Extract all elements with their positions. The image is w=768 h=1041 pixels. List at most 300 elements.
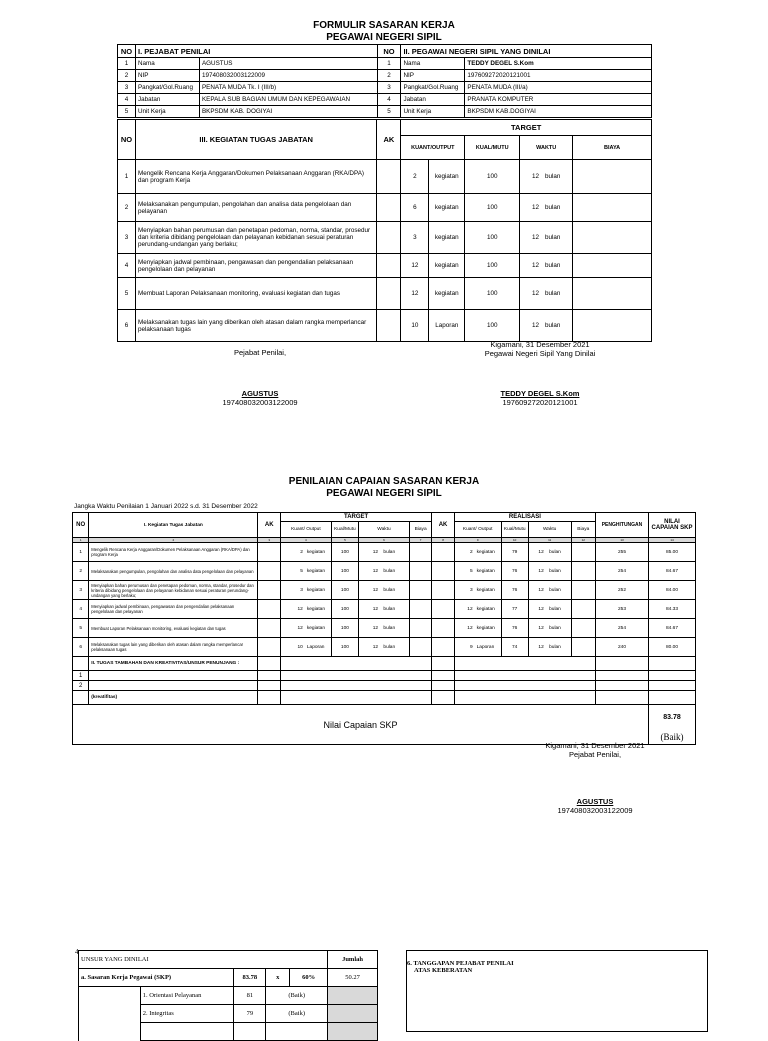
target-quality: 100 bbox=[331, 638, 358, 657]
ak-cell bbox=[377, 278, 401, 310]
row-number: 4 bbox=[73, 600, 89, 619]
time-unit: bulan bbox=[549, 587, 561, 593]
row-number: 2 bbox=[377, 70, 401, 82]
realisasi-unit: kegiatan bbox=[475, 600, 502, 619]
ak-header: AK bbox=[377, 120, 401, 160]
time-value: 12 bbox=[538, 606, 544, 612]
time-value: 12 bbox=[372, 587, 379, 593]
time-unit: bulan bbox=[383, 549, 396, 555]
identity-row bbox=[118, 106, 652, 118]
ak-cell bbox=[258, 600, 280, 619]
time-unit: bulan bbox=[544, 234, 561, 241]
time-value: 12 bbox=[372, 625, 379, 631]
time-value: 12 bbox=[531, 262, 539, 269]
ak-cell bbox=[258, 638, 280, 657]
target-quality: 100 bbox=[465, 310, 520, 342]
row-number: 5 bbox=[118, 106, 136, 118]
ak-cell bbox=[432, 671, 454, 681]
form1-identity-table bbox=[117, 44, 652, 118]
field-value: AGUSTUS bbox=[199, 58, 377, 70]
time-unit: bulan bbox=[549, 549, 561, 555]
ak-cell bbox=[258, 562, 280, 581]
unsur-item-row bbox=[79, 1023, 378, 1041]
assessment-row bbox=[73, 562, 696, 581]
signatory-name: AGUSTUS bbox=[241, 389, 279, 398]
tugas-tambahan-label: II. TUGAS TAMBAHAN DAN KREATIVITAS/UNSUR PENUNJANG : bbox=[89, 657, 258, 671]
row-number: 1 bbox=[377, 58, 401, 70]
indent-cell bbox=[79, 987, 141, 1005]
field-value: PENATA MUDA (III/a) bbox=[465, 82, 652, 94]
assessment-row bbox=[73, 619, 696, 638]
skp-value: 83.78 bbox=[234, 969, 266, 987]
target-unit: kegiatan bbox=[429, 278, 465, 310]
time-unit: bulan bbox=[383, 625, 396, 631]
identity-row bbox=[118, 94, 652, 106]
target-time bbox=[520, 160, 573, 194]
target-header: TARGET bbox=[280, 513, 431, 522]
target-quality: 100 bbox=[331, 600, 358, 619]
tanggapan-box bbox=[406, 950, 708, 1032]
skp-pct: 60% bbox=[290, 969, 328, 987]
assessment-row bbox=[73, 581, 696, 600]
activity-text: Menyiapkan jadwal pembinaan, pengawasan dan pengendalian pelaksanaan pengelolaan dan pelayanan bbox=[89, 600, 258, 619]
field-label: Nama bbox=[135, 58, 199, 70]
unsur-item-jumlah bbox=[328, 987, 378, 1005]
row-number: 4 bbox=[118, 94, 136, 106]
field-label: Pangkat/Gol.Ruang bbox=[401, 82, 465, 94]
identity-row bbox=[118, 70, 652, 82]
realisasi-unit: kegiatan bbox=[475, 619, 502, 638]
target-cost bbox=[409, 638, 431, 657]
target-quantity: 12 bbox=[401, 254, 429, 278]
target-cost bbox=[409, 619, 431, 638]
target-time bbox=[358, 543, 409, 562]
realisasi-time bbox=[528, 562, 571, 581]
biaya-header: Biaya bbox=[409, 522, 431, 538]
target-quality: 100 bbox=[465, 194, 520, 222]
activity-text: Melaksanakan tugas lain yang diberikan oleh atasan dalam rangka memperlancar pelaksanaan tugas bbox=[89, 638, 258, 657]
column-number: 11 bbox=[528, 538, 571, 543]
row-number: 5 bbox=[377, 106, 401, 118]
target-cost bbox=[573, 222, 652, 254]
no-header: NO bbox=[118, 45, 136, 58]
target-unit: kegiatan bbox=[305, 581, 332, 600]
realisasi-quantity: 3 bbox=[454, 581, 474, 600]
penghitungan-cell bbox=[596, 671, 649, 681]
time-unit: bulan bbox=[544, 204, 561, 211]
target-quality: 100 bbox=[465, 278, 520, 310]
activity-row bbox=[118, 254, 652, 278]
target-unit: kegiatan bbox=[429, 222, 465, 254]
row-number: 2 bbox=[73, 681, 89, 691]
column-number: 13 bbox=[596, 538, 649, 543]
signatory-name: AGUSTUS bbox=[576, 797, 614, 806]
time-value: 12 bbox=[372, 549, 379, 555]
ak-cell bbox=[432, 619, 454, 638]
activity-text: Mengelik Rencana Kerja Anggaran/Dokumen Pelaksanaan Anggaran (RKA/DPA) dan program Kerja bbox=[89, 543, 258, 562]
target-quality: 100 bbox=[331, 562, 358, 581]
target-cost bbox=[573, 194, 652, 222]
biaya-header: Biaya bbox=[571, 522, 595, 538]
column-number: 1 bbox=[73, 538, 89, 543]
tanggapan-label2: ATAS KEBERATAN bbox=[414, 967, 473, 974]
row-number: 1 bbox=[118, 58, 136, 70]
target-time bbox=[358, 619, 409, 638]
time-value: 12 bbox=[538, 644, 544, 650]
row-number: 5 bbox=[118, 278, 136, 310]
skp-label: a. Sasaran Kerja Pegawai (SKP) bbox=[79, 969, 234, 987]
realisasi-quantity: 5 bbox=[454, 562, 474, 581]
nilai-capaian-label: Nilai Capaian SKP bbox=[73, 705, 649, 745]
target-quantity: 2 bbox=[280, 543, 304, 562]
target-quality: 100 bbox=[331, 543, 358, 562]
realisasi-cell bbox=[454, 681, 595, 691]
field-label: Jabatan bbox=[401, 94, 465, 106]
field-label: Jabatan bbox=[135, 94, 199, 106]
column-number: 4 bbox=[280, 538, 331, 543]
penghitungan-cell bbox=[596, 681, 649, 691]
sign-place: Kigamani, 31 Desember 2021 bbox=[490, 340, 590, 349]
target-cost bbox=[409, 581, 431, 600]
sign-title: Pejabat Penilai, bbox=[568, 750, 622, 759]
activity-row bbox=[118, 222, 652, 254]
activity-text: Menyiapkan bahan perumusan dan penetapan pedoman, norma, standar, prosedur dan kriteria dibidang pengelolaan dan pelayanan kebidanan sesuai peraturan perundang-undangan yang berlaku; bbox=[89, 581, 258, 600]
column-number: 9 bbox=[454, 538, 501, 543]
activity-text: Mengelik Rencana Kerja Anggaran/Dokumen Pelaksanaan Anggaran (RKA/DPA) dan program Kerja bbox=[135, 160, 376, 194]
skp-total: 50.27 bbox=[328, 969, 378, 987]
unsur-item-value: 79 bbox=[234, 1005, 266, 1023]
waktu-header: Waktu bbox=[528, 522, 571, 538]
field-value: 197408032003122009 bbox=[199, 70, 377, 82]
nilai-capaian-grade: (Baik) bbox=[649, 731, 696, 745]
field-value: BKPSDM KAB. DOGIYAI bbox=[199, 106, 377, 118]
time-unit: bulan bbox=[383, 587, 396, 593]
kreatifitas-label: (kreatifitas) bbox=[89, 691, 258, 705]
target-quantity: 6 bbox=[401, 194, 429, 222]
realisasi-unit: kegiatan bbox=[475, 543, 502, 562]
time-unit: bulan bbox=[549, 625, 561, 631]
row-number: 2 bbox=[118, 194, 136, 222]
jumlah-header: Jumlah bbox=[328, 951, 378, 969]
target-quantity: 5 bbox=[280, 562, 304, 581]
no-header: NO bbox=[377, 45, 401, 58]
sign-title: Pegawai Negeri Sipil Yang Dinilai bbox=[484, 349, 596, 358]
time-unit: bulan bbox=[544, 173, 561, 180]
row-number: 6 bbox=[73, 638, 89, 657]
time-value: 12 bbox=[538, 549, 544, 555]
time-unit: bulan bbox=[544, 262, 561, 269]
row-number: 1 bbox=[73, 543, 89, 562]
no-header: NO bbox=[73, 513, 89, 538]
ak-cell bbox=[432, 638, 454, 657]
realisasi-quantity: 2 bbox=[454, 543, 474, 562]
target-cost bbox=[573, 254, 652, 278]
time-unit: bulan bbox=[544, 322, 561, 329]
time-unit: bulan bbox=[544, 290, 561, 297]
ak-cell bbox=[432, 681, 454, 691]
realisasi-unit: kegiatan bbox=[475, 581, 502, 600]
target-cost bbox=[409, 562, 431, 581]
ak-cell bbox=[258, 681, 280, 691]
target-header: TARGET bbox=[401, 120, 652, 136]
row-number: 4 bbox=[377, 94, 401, 106]
time-unit: bulan bbox=[383, 644, 396, 650]
time-unit: bulan bbox=[383, 568, 396, 574]
realisasi-time bbox=[528, 581, 571, 600]
realisasi-quality: 76 bbox=[501, 581, 528, 600]
target-time bbox=[520, 254, 573, 278]
target-cost bbox=[409, 543, 431, 562]
waktu-header: Waktu bbox=[358, 522, 409, 538]
column-number: 8 bbox=[432, 538, 454, 543]
ak-header: AK bbox=[258, 513, 280, 538]
unsur-item-jumlah bbox=[328, 1005, 378, 1023]
signatory-nip: 197609272020121001 bbox=[502, 398, 578, 407]
target-quality: 100 bbox=[465, 254, 520, 278]
row-number: 3 bbox=[118, 222, 136, 254]
row-number: 5 bbox=[73, 619, 89, 638]
ak-cell bbox=[377, 310, 401, 342]
target-quantity: 3 bbox=[280, 581, 304, 600]
time-value: 12 bbox=[372, 606, 379, 612]
kual-header: KUAL/MUTU bbox=[465, 136, 520, 160]
realisasi-cost bbox=[571, 638, 595, 657]
nilai-value: 84.67 bbox=[649, 562, 696, 581]
time-value: 12 bbox=[531, 234, 539, 241]
field-value: BKPSDM KAB.DOGIYAI bbox=[465, 106, 652, 118]
activity-text: Menyiapkan bahan perumusan dan penetapan pedoman, norma, standar, prosedur dan kriteria dibidang pengelolaan dan pelayanan kebidanan sesuai peraturan perundang-undangan yang berlaku; bbox=[135, 222, 376, 254]
activity-text: Membuat Laporan Pelaksanaan monitoring, evaluasi kegiatan dan tugas bbox=[135, 278, 376, 310]
unsur-item-label: 2. Integritas bbox=[140, 1005, 234, 1023]
signatory-nip: 197408032003122009 bbox=[557, 806, 633, 815]
ak-cell bbox=[258, 619, 280, 638]
realisasi-cell bbox=[454, 671, 595, 681]
target-time bbox=[358, 638, 409, 657]
row-number: 1 bbox=[118, 160, 136, 194]
kuant-header: Kuant/ Output bbox=[280, 522, 331, 538]
unsur-item-value: 81 bbox=[234, 987, 266, 1005]
ak-cell bbox=[258, 581, 280, 600]
sign-place: Kigamani, 31 Desember 2021 bbox=[545, 741, 645, 750]
row-number: 2 bbox=[118, 70, 136, 82]
target-quantity: 12 bbox=[280, 600, 304, 619]
form2-title bbox=[0, 476, 768, 500]
realisasi-quality: 76 bbox=[501, 562, 528, 581]
time-value: 12 bbox=[538, 587, 544, 593]
time-value: 12 bbox=[531, 204, 539, 211]
form2-assessment-table bbox=[72, 512, 696, 745]
realisasi-unit: Laporan bbox=[475, 638, 502, 657]
skp-times: x bbox=[266, 969, 290, 987]
form2-title-line1: PENILAIAN CAPAIAN SASARAN KERJA bbox=[288, 476, 480, 487]
target-cell bbox=[280, 671, 431, 681]
extra-text bbox=[89, 681, 258, 691]
unsur-item-value bbox=[234, 1023, 266, 1041]
realisasi-quality: 77 bbox=[501, 600, 528, 619]
nilai-cell bbox=[649, 671, 696, 681]
unsur-item-grade: (Baik) bbox=[266, 1005, 328, 1023]
extra-row bbox=[73, 671, 696, 681]
activity-row bbox=[118, 278, 652, 310]
target-time bbox=[358, 562, 409, 581]
target-quantity: 12 bbox=[280, 619, 304, 638]
time-value: 12 bbox=[372, 644, 379, 650]
form2-sign bbox=[520, 741, 670, 759]
time-unit: bulan bbox=[383, 606, 396, 612]
row-number: 3 bbox=[377, 82, 401, 94]
no-header: NO bbox=[118, 120, 136, 160]
field-label: NIP bbox=[135, 70, 199, 82]
activity-row bbox=[118, 160, 652, 194]
target-cost bbox=[409, 600, 431, 619]
field-label: Unit Kerja bbox=[135, 106, 199, 118]
activity-text: Melaksanakan pengumpulan, pengolahan dan analisa data pengelolaan dan pelayanan bbox=[135, 194, 376, 222]
tanggapan-label: 6. TANGGAPAN PEJABAT PENILAI bbox=[407, 960, 514, 967]
activity-text: Melaksanakan tugas lain yang diberikan oleh atasan dalam rangka memperlancar pelaksanaan tugas bbox=[135, 310, 376, 342]
nilai-header: NILAI CAPAIAN SKP bbox=[649, 513, 696, 538]
identity-row bbox=[118, 58, 652, 70]
target-quality: 100 bbox=[465, 160, 520, 194]
form2-title-line2: PEGAWAI NEGERI SIPIL bbox=[326, 488, 442, 499]
field-value: PRANATA KOMPUTER bbox=[465, 94, 652, 106]
form1-title-line2: PEGAWAI NEGERI SIPIL bbox=[326, 32, 442, 43]
nilai-value: 84.33 bbox=[649, 600, 696, 619]
field-value: TEDDY DEGEL S.Kom bbox=[465, 58, 652, 70]
target-quantity: 10 bbox=[280, 638, 304, 657]
realisasi-cost bbox=[571, 619, 595, 638]
target-quantity: 3 bbox=[401, 222, 429, 254]
form1-title bbox=[0, 20, 768, 44]
row-number: 1 bbox=[73, 671, 89, 681]
target-quantity: 12 bbox=[401, 278, 429, 310]
target-quality: 100 bbox=[465, 222, 520, 254]
biaya-header: BIAYA bbox=[573, 136, 652, 160]
target-unit: Laporan bbox=[429, 310, 465, 342]
target-time bbox=[520, 278, 573, 310]
target-unit: kegiatan bbox=[429, 160, 465, 194]
unsur-item-label: 1. Orientasi Pelayanan bbox=[140, 987, 234, 1005]
target-quality: 100 bbox=[331, 619, 358, 638]
unsur-item-row bbox=[79, 1005, 378, 1023]
target-time bbox=[520, 194, 573, 222]
field-label: NIP bbox=[401, 70, 465, 82]
realisasi-quality: 79 bbox=[501, 543, 528, 562]
field-value: 197609272020121001 bbox=[465, 70, 652, 82]
field-label: Unit Kerja bbox=[401, 106, 465, 118]
realisasi-time bbox=[528, 600, 571, 619]
row-number: 4 bbox=[118, 254, 136, 278]
target-cost bbox=[573, 278, 652, 310]
realisasi-cost bbox=[571, 581, 595, 600]
form3-unsur-table bbox=[78, 950, 378, 1041]
unsur-item-jumlah bbox=[328, 1023, 378, 1041]
sign-title: Pejabat Penilai, bbox=[233, 348, 287, 357]
form1-signature-left bbox=[190, 389, 330, 407]
target-time bbox=[358, 581, 409, 600]
ak-cell bbox=[377, 254, 401, 278]
unsur-item-row bbox=[79, 987, 378, 1005]
kual-header: Kual/Mutu bbox=[331, 522, 358, 538]
activity-row bbox=[118, 310, 652, 342]
time-unit: bulan bbox=[549, 644, 561, 650]
realisasi-time bbox=[528, 543, 571, 562]
field-value: PENATA MUDA Tk. I (III/b) bbox=[199, 82, 377, 94]
target-time bbox=[520, 222, 573, 254]
waktu-header: WAKTU bbox=[520, 136, 573, 160]
column-number: 5 bbox=[331, 538, 358, 543]
activity-text: Menyiapkan jadwal pembinaan, pengawasan dan pengendalian pelaksanaan pengelolaan dan pelayanan bbox=[135, 254, 376, 278]
kuant-header: KUANT/OUTPUT bbox=[401, 136, 465, 160]
form2-signature bbox=[520, 797, 670, 815]
kegiatan-header: I. Kegiatan Tugas Jabatan bbox=[89, 513, 258, 538]
target-cell bbox=[280, 681, 431, 691]
realisasi-cost bbox=[571, 600, 595, 619]
column-number: 7 bbox=[409, 538, 431, 543]
pegawai-header: II. PEGAWAI NEGERI SIPIL YANG DINILAI bbox=[401, 45, 652, 58]
realisasi-cost bbox=[571, 543, 595, 562]
penghitungan-value: 254 bbox=[596, 619, 649, 638]
target-quantity: 10 bbox=[401, 310, 429, 342]
extra-row bbox=[73, 681, 696, 691]
realisasi-quality: 76 bbox=[501, 619, 528, 638]
realisasi-time bbox=[528, 619, 571, 638]
ak-cell bbox=[258, 543, 280, 562]
assessment-row bbox=[73, 600, 696, 619]
unsur-item-grade: (Baik) bbox=[266, 987, 328, 1005]
ak-header: AK bbox=[432, 513, 454, 538]
ak-cell bbox=[432, 562, 454, 581]
row-number: 3 bbox=[73, 581, 89, 600]
realisasi-header: REALISASI bbox=[454, 513, 595, 522]
column-number: 12 bbox=[571, 538, 595, 543]
indent-cell bbox=[79, 1023, 141, 1041]
time-value: 12 bbox=[538, 568, 544, 574]
field-label: Nama bbox=[401, 58, 465, 70]
form1-signature-right bbox=[460, 389, 620, 407]
column-number: 6 bbox=[358, 538, 409, 543]
form1-activity-table bbox=[117, 119, 652, 342]
ak-cell bbox=[258, 671, 280, 681]
ak-cell bbox=[432, 543, 454, 562]
penghitungan-value: 252 bbox=[596, 581, 649, 600]
target-time bbox=[358, 600, 409, 619]
kegiatan-header: III. KEGIATAN TUGAS JABATAN bbox=[135, 120, 376, 160]
penghitungan-header: PENGHITUNGAN bbox=[596, 513, 649, 538]
column-number: 2 bbox=[89, 538, 258, 543]
penghitungan-value: 240 bbox=[596, 638, 649, 657]
target-unit: kegiatan bbox=[305, 600, 332, 619]
target-unit: kegiatan bbox=[305, 562, 332, 581]
activity-row bbox=[118, 194, 652, 222]
nilai-value: 84.00 bbox=[649, 581, 696, 600]
assessment-row bbox=[73, 638, 696, 657]
time-value: 12 bbox=[531, 290, 539, 297]
time-unit: bulan bbox=[549, 606, 561, 612]
nilai-value: 80.00 bbox=[649, 638, 696, 657]
unsur-header: UNSUR YANG DINILAI bbox=[79, 951, 328, 969]
assessment-row bbox=[73, 543, 696, 562]
time-value: 12 bbox=[372, 568, 379, 574]
pejabat-header: I. PEJABAT PENILAI bbox=[135, 45, 377, 58]
nilai-cell bbox=[649, 681, 696, 691]
ak-cell bbox=[432, 581, 454, 600]
penghitungan-value: 254 bbox=[596, 562, 649, 581]
realisasi-quantity: 12 bbox=[454, 619, 474, 638]
extra-text bbox=[89, 671, 258, 681]
unsur-item-grade bbox=[266, 1023, 328, 1041]
realisasi-quantity: 12 bbox=[454, 600, 474, 619]
target-cost bbox=[573, 160, 652, 194]
